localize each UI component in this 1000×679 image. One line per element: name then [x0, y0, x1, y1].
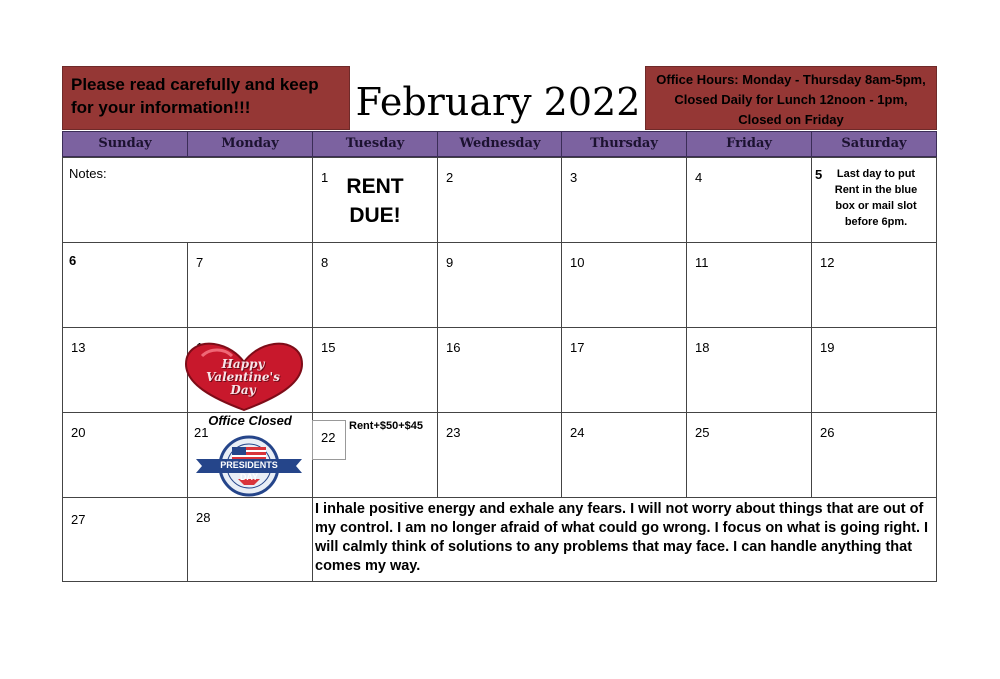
- last-day-note: Last day to put Rent in the blue box or mail slot before 6pm.: [834, 168, 918, 228]
- day-number: 18: [695, 340, 710, 355]
- late-rent-fee: Rent+$50+$45: [349, 420, 423, 432]
- valentine-heart-icon: [182, 340, 306, 414]
- day-number: 28: [196, 510, 211, 525]
- day-cell-23: [437, 412, 562, 498]
- day-22-box: [312, 420, 346, 460]
- day-number: 3: [570, 170, 578, 185]
- day-cell-17: [561, 327, 687, 413]
- notice-banner: [62, 66, 350, 130]
- month-title: February 2022: [355, 80, 641, 124]
- weekday-header-monday: Monday: [187, 131, 313, 157]
- day-number: 5: [815, 167, 823, 182]
- day-number: 2: [446, 170, 454, 185]
- day-number: 27: [71, 512, 86, 527]
- day-number: 19: [820, 340, 835, 355]
- day-number: 12: [820, 255, 835, 270]
- day-number: 23: [446, 425, 461, 440]
- day-cell-10: [561, 242, 687, 328]
- day-number: 13: [71, 340, 86, 355]
- day-number: 6: [69, 253, 77, 268]
- day-cell-20: [62, 412, 188, 498]
- weekday-header-wednesday: Wednesday: [437, 131, 563, 157]
- day-cell-27: [62, 497, 188, 582]
- day-cell-24: [561, 412, 687, 498]
- notes-label: Notes:: [69, 166, 107, 181]
- day-number: 15: [321, 340, 336, 355]
- presidents-day-text: PRESIDENTS DAY: [220, 460, 278, 482]
- day-cell-15: [312, 327, 438, 413]
- day-number: 20: [71, 425, 86, 440]
- day-cell-18: [686, 327, 812, 413]
- day-number: 7: [196, 255, 204, 270]
- day-cell-16: [437, 327, 562, 413]
- day-cell-25: [686, 412, 812, 498]
- day-number: 1: [321, 170, 329, 185]
- day-cell-11: [686, 242, 812, 328]
- day-cell-7: [187, 242, 313, 328]
- presidents-day-badge-icon: [194, 435, 304, 497]
- day-cell-9: [437, 242, 562, 328]
- day-cell-2: [437, 157, 562, 243]
- weekday-header-sunday: Sunday: [62, 131, 188, 157]
- day-cell-4: [686, 157, 812, 243]
- day-number: 24: [570, 425, 585, 440]
- day-cell-22: [312, 412, 438, 498]
- day-number: 11: [695, 255, 709, 270]
- day-number: 21: [194, 425, 209, 440]
- calendar-grid: [62, 131, 937, 582]
- day-cell-1: [312, 157, 438, 243]
- rent-due-label: RENT DUE!: [346, 175, 404, 227]
- day-number: 26: [820, 425, 835, 440]
- day-cell-5: [811, 157, 937, 243]
- notice-text: Please read carefully and keep for your information!!!: [71, 75, 319, 117]
- day-number: 10: [570, 255, 585, 270]
- day-number: 16: [446, 340, 461, 355]
- day-cell-6: [62, 242, 188, 328]
- day-number: 17: [570, 340, 585, 355]
- day-cell-28: [187, 497, 313, 582]
- weekday-header-saturday: Saturday: [811, 131, 937, 157]
- notes-cell: [62, 157, 313, 243]
- affirmation-text: I inhale positive energy and exhale any fears. I will not worry about things that are out of my control. I am no longer afraid of what could go wrong. I focus on what is going right. I will calmly think of solutions to any problems that may face. I can handle anything that comes my way.: [315, 501, 929, 574]
- office-hours-text: Office Hours: Monday - Thursday 8am-5pm, Closed Daily for Lunch 12noon - 1pm, Closed on Friday: [656, 72, 926, 127]
- day-cell-3: [561, 157, 687, 243]
- day-number: 4: [695, 170, 703, 185]
- day-cell-13: [62, 327, 188, 413]
- weekday-header-thursday: Thursday: [561, 131, 687, 157]
- day-number: 22: [321, 430, 336, 445]
- valentine-text: Happy Valentine's Day: [206, 357, 280, 397]
- weekday-header-friday: Friday: [686, 131, 812, 157]
- day-cell-21: [187, 412, 313, 498]
- day-cell-8: [312, 242, 438, 328]
- office-closed-label: Office Closed: [208, 413, 292, 428]
- affirmation-cell: [312, 497, 937, 582]
- day-cell-26: [811, 412, 937, 498]
- day-cell-19: [811, 327, 937, 413]
- day-cell-12: [811, 242, 937, 328]
- day-number: 8: [321, 255, 329, 270]
- day-number: 25: [695, 425, 710, 440]
- office-hours-banner: [645, 66, 937, 130]
- day-number: 9: [446, 255, 454, 270]
- weekday-header-tuesday: Tuesday: [312, 131, 438, 157]
- day-cell-14: [187, 327, 313, 413]
